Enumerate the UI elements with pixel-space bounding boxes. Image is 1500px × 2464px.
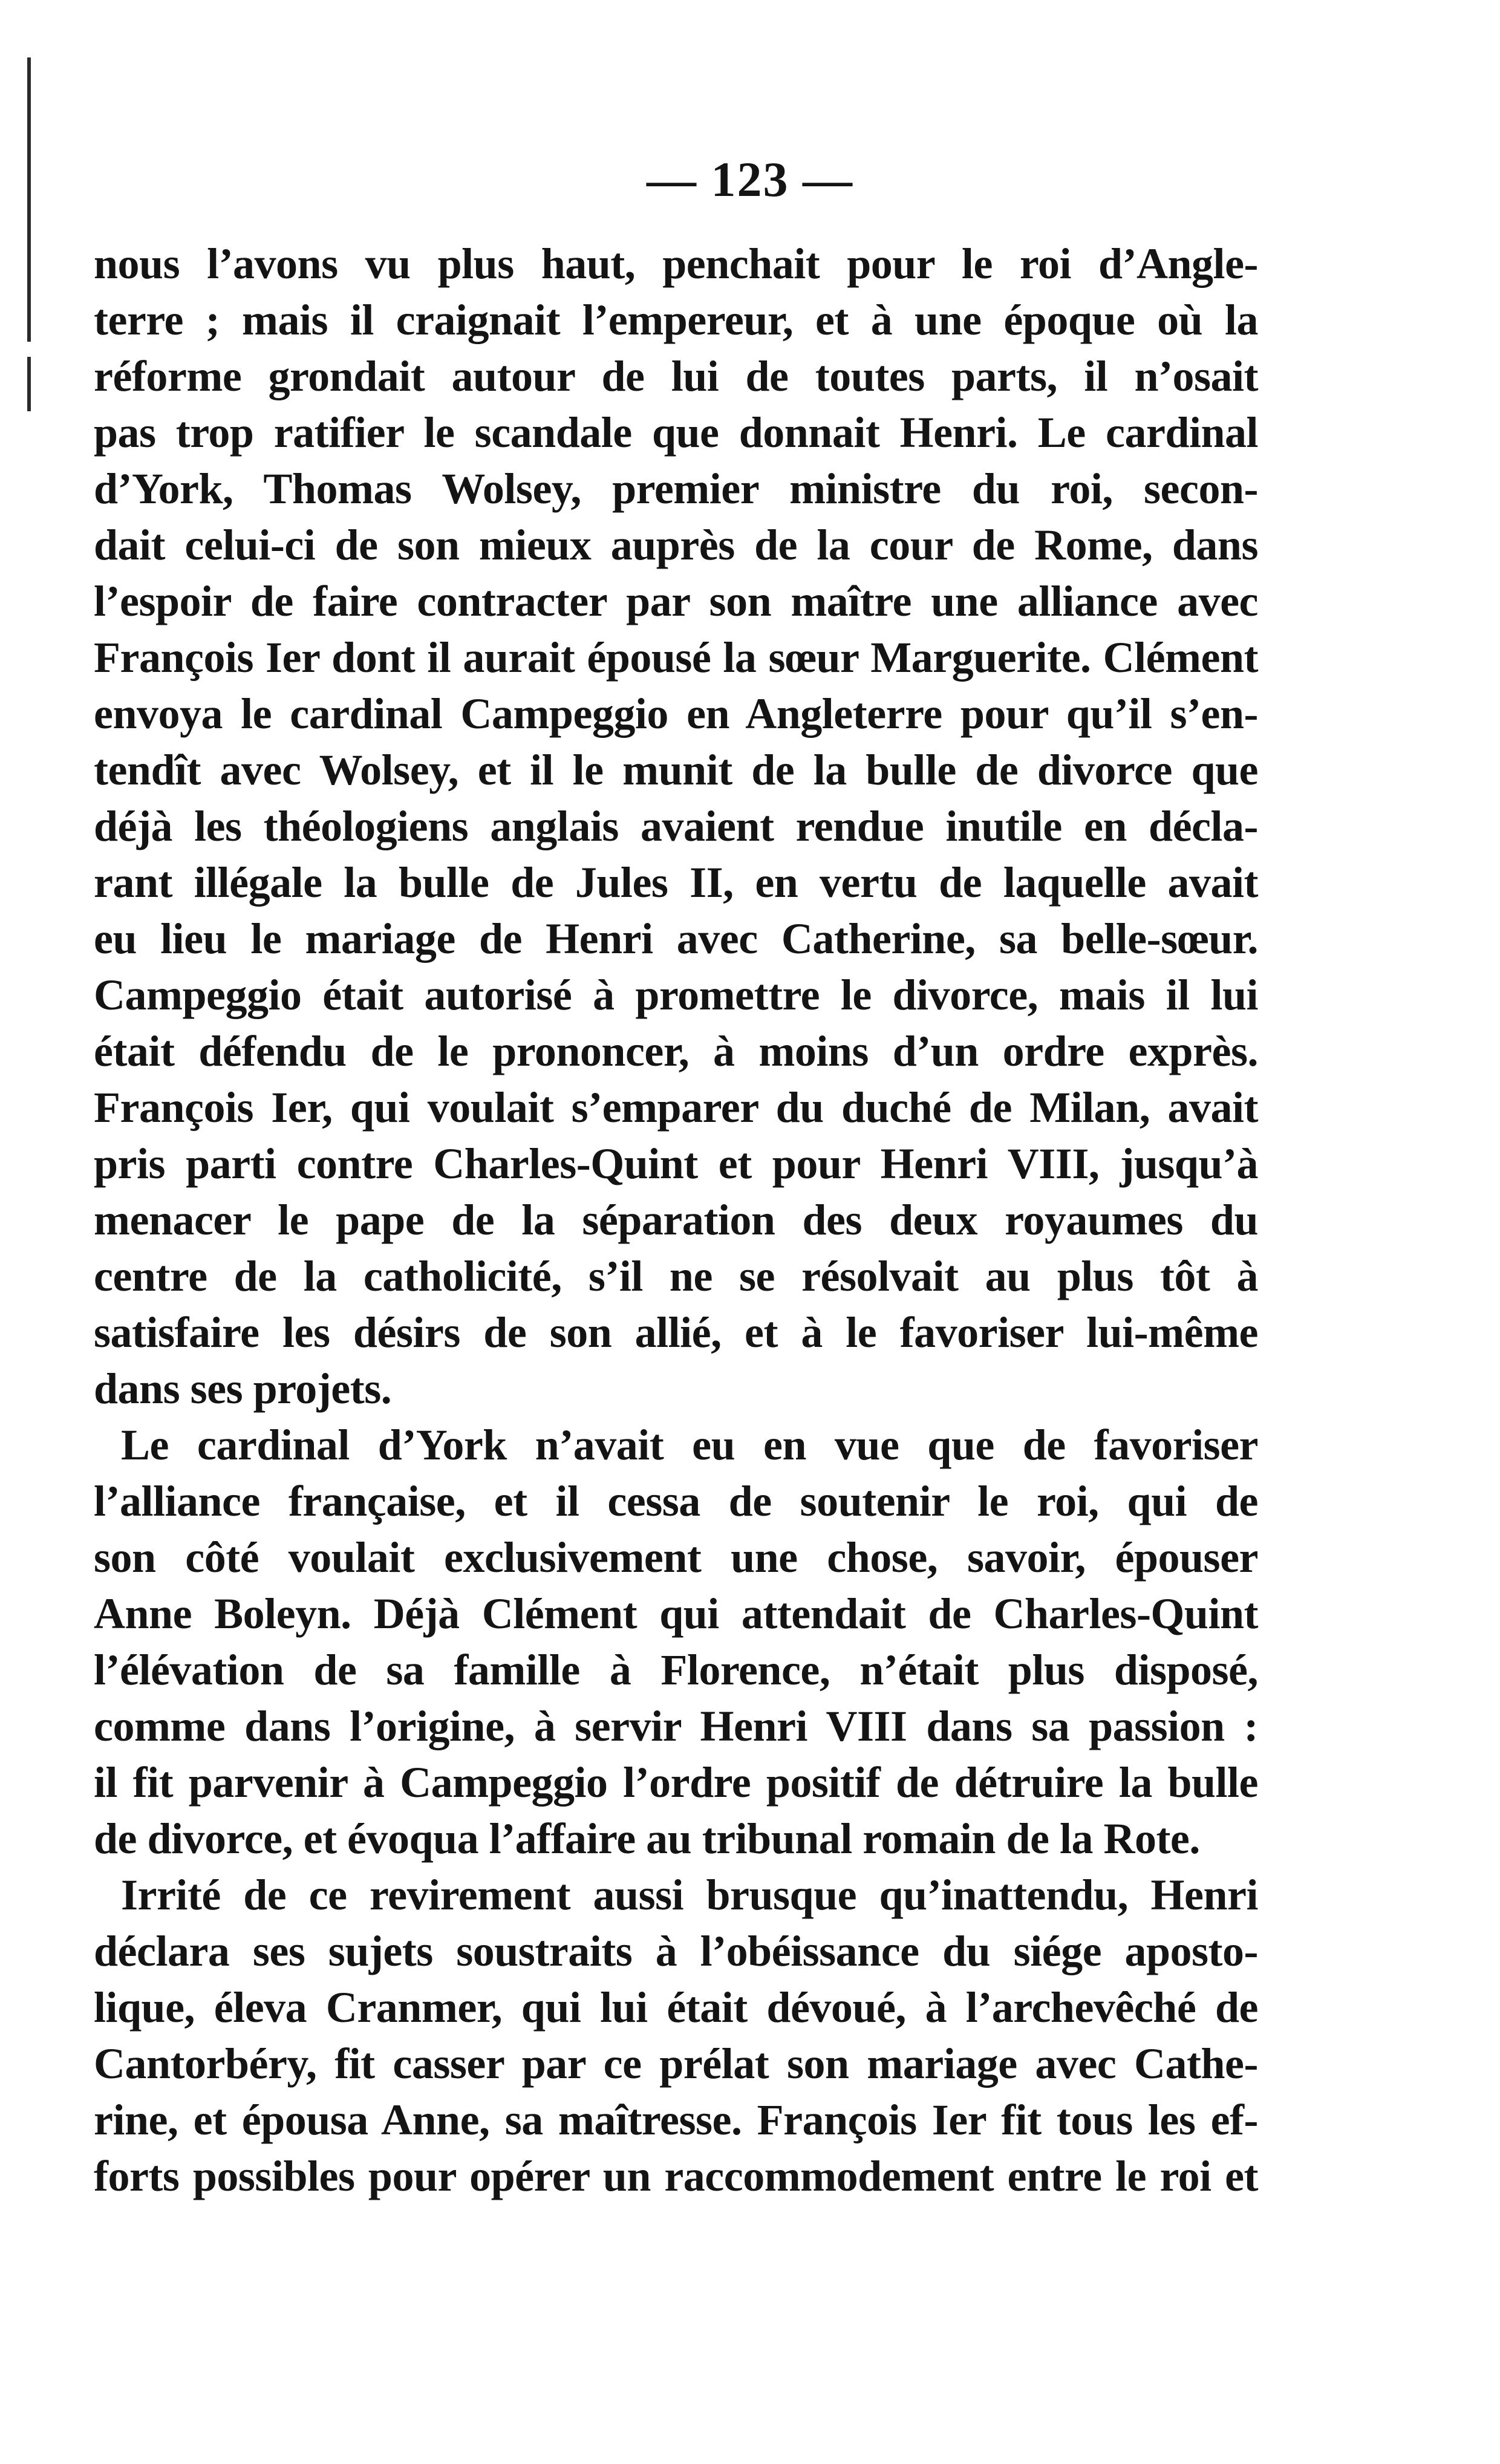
text-line: il fit parvenir à Campeggio l’ordre positif de détruire la bulle (94, 1758, 1258, 1807)
text-line: François Ier, qui voulait s’emparer du duché de Milan, avait (94, 1083, 1258, 1132)
text-line: pris parti contre Charles-Quint et pour Henri VIII, jusqu’à (94, 1139, 1258, 1188)
text-line: l’alliance française, et il cessa de soutenir le roi, qui de (94, 1477, 1258, 1525)
text-line: dait celui-ci de son mieux auprès de la cour de Rome, dans (94, 521, 1258, 569)
text-line: Irrité de ce revirement aussi brusque qu’inattendu, Henri (121, 1871, 1258, 1919)
text-line: déjà les théologiens anglais avaient rendue inutile en décla- (94, 802, 1258, 850)
text-line: son côté voulait exclusivement une chose, savoir, épouser (94, 1533, 1258, 1582)
text-line: pas trop ratifier le scandale que donnait Henri. Le cardinal (94, 408, 1258, 457)
text-line: eu lieu le mariage de Henri avec Catherine, sa belle-sœur. (94, 914, 1258, 963)
paragraph (94, 1867, 1258, 2205)
text-line: François Ier dont il aurait épousé la sœur Marguerite. Clément (94, 633, 1258, 682)
text-line: comme dans l’origine, à servir Henri VIII dans sa passion : (94, 1702, 1258, 1750)
text-line: de divorce, et évoqua l’affaire au tribunal romain de la Rote. (94, 1814, 1200, 1863)
text-line: dans ses projets. (94, 1364, 392, 1413)
text-line: réforme grondait autour de lui de toutes parts, il n’osait (94, 352, 1258, 400)
text-line: terre ; mais il craignait l’empereur, et à une époque où la (94, 296, 1258, 344)
text-line: Le cardinal d’York n’avait eu en vue que de favoriser (121, 1421, 1258, 1469)
text-line: menacer le pape de la séparation des deux royaumes du (94, 1196, 1258, 1244)
text-line: forts possibles pour opérer un raccommodement entre le roi et (94, 2152, 1258, 2200)
text-line: Campeggio était autorisé à promettre le divorce, mais il lui (94, 971, 1258, 1019)
paragraph (94, 236, 1258, 1417)
text-line: Anne Boleyn. Déjà Clément qui attendait de Charles-Quint (94, 1589, 1258, 1638)
text-line: satisfaire les désirs de son allié, et à le favoriser lui-même (94, 1308, 1258, 1357)
text-line: déclara ses sujets soustraits à l’obéissance du siége aposto- (94, 1927, 1258, 1975)
margin-rule-lower (27, 357, 31, 411)
page-number: — 123 — (647, 152, 853, 207)
text-line: centre de la catholicité, s’il ne se résolvait au plus tôt à (94, 1252, 1258, 1300)
body-text (94, 236, 1258, 2205)
text-line: l’espoir de faire contracter par son maître une alliance avec (94, 577, 1258, 625)
text-line: nous l’avons vu plus haut, penchait pour le roi d’Angle- (94, 240, 1258, 288)
text-line: était défendu de le prononcer, à moins d’un ordre exprès. (94, 1027, 1258, 1075)
paragraph (94, 1417, 1258, 1867)
text-line: rine, et épousa Anne, sa maîtresse. François Ier fit tous les ef- (94, 2096, 1258, 2144)
text-line: d’York, Thomas Wolsey, premier ministre du roi, secon- (94, 464, 1258, 513)
text-line: envoya le cardinal Campeggio en Angleterre pour qu’il s’en- (94, 689, 1258, 738)
text-line: lique, éleva Cranmer, qui lui était dévoué, à l’archevêché de (94, 1983, 1258, 2032)
text-line: tendît avec Wolsey, et il le munit de la bulle de divorce que (94, 746, 1258, 794)
text-line: rant illégale la bulle de Jules II, en vertu de laquelle avait (94, 858, 1258, 907)
text-line: l’élévation de sa famille à Florence, n’était plus disposé, (94, 1646, 1258, 1694)
text-line: Cantorbéry, fit casser par ce prélat son mariage avec Cathe- (94, 2039, 1258, 2088)
